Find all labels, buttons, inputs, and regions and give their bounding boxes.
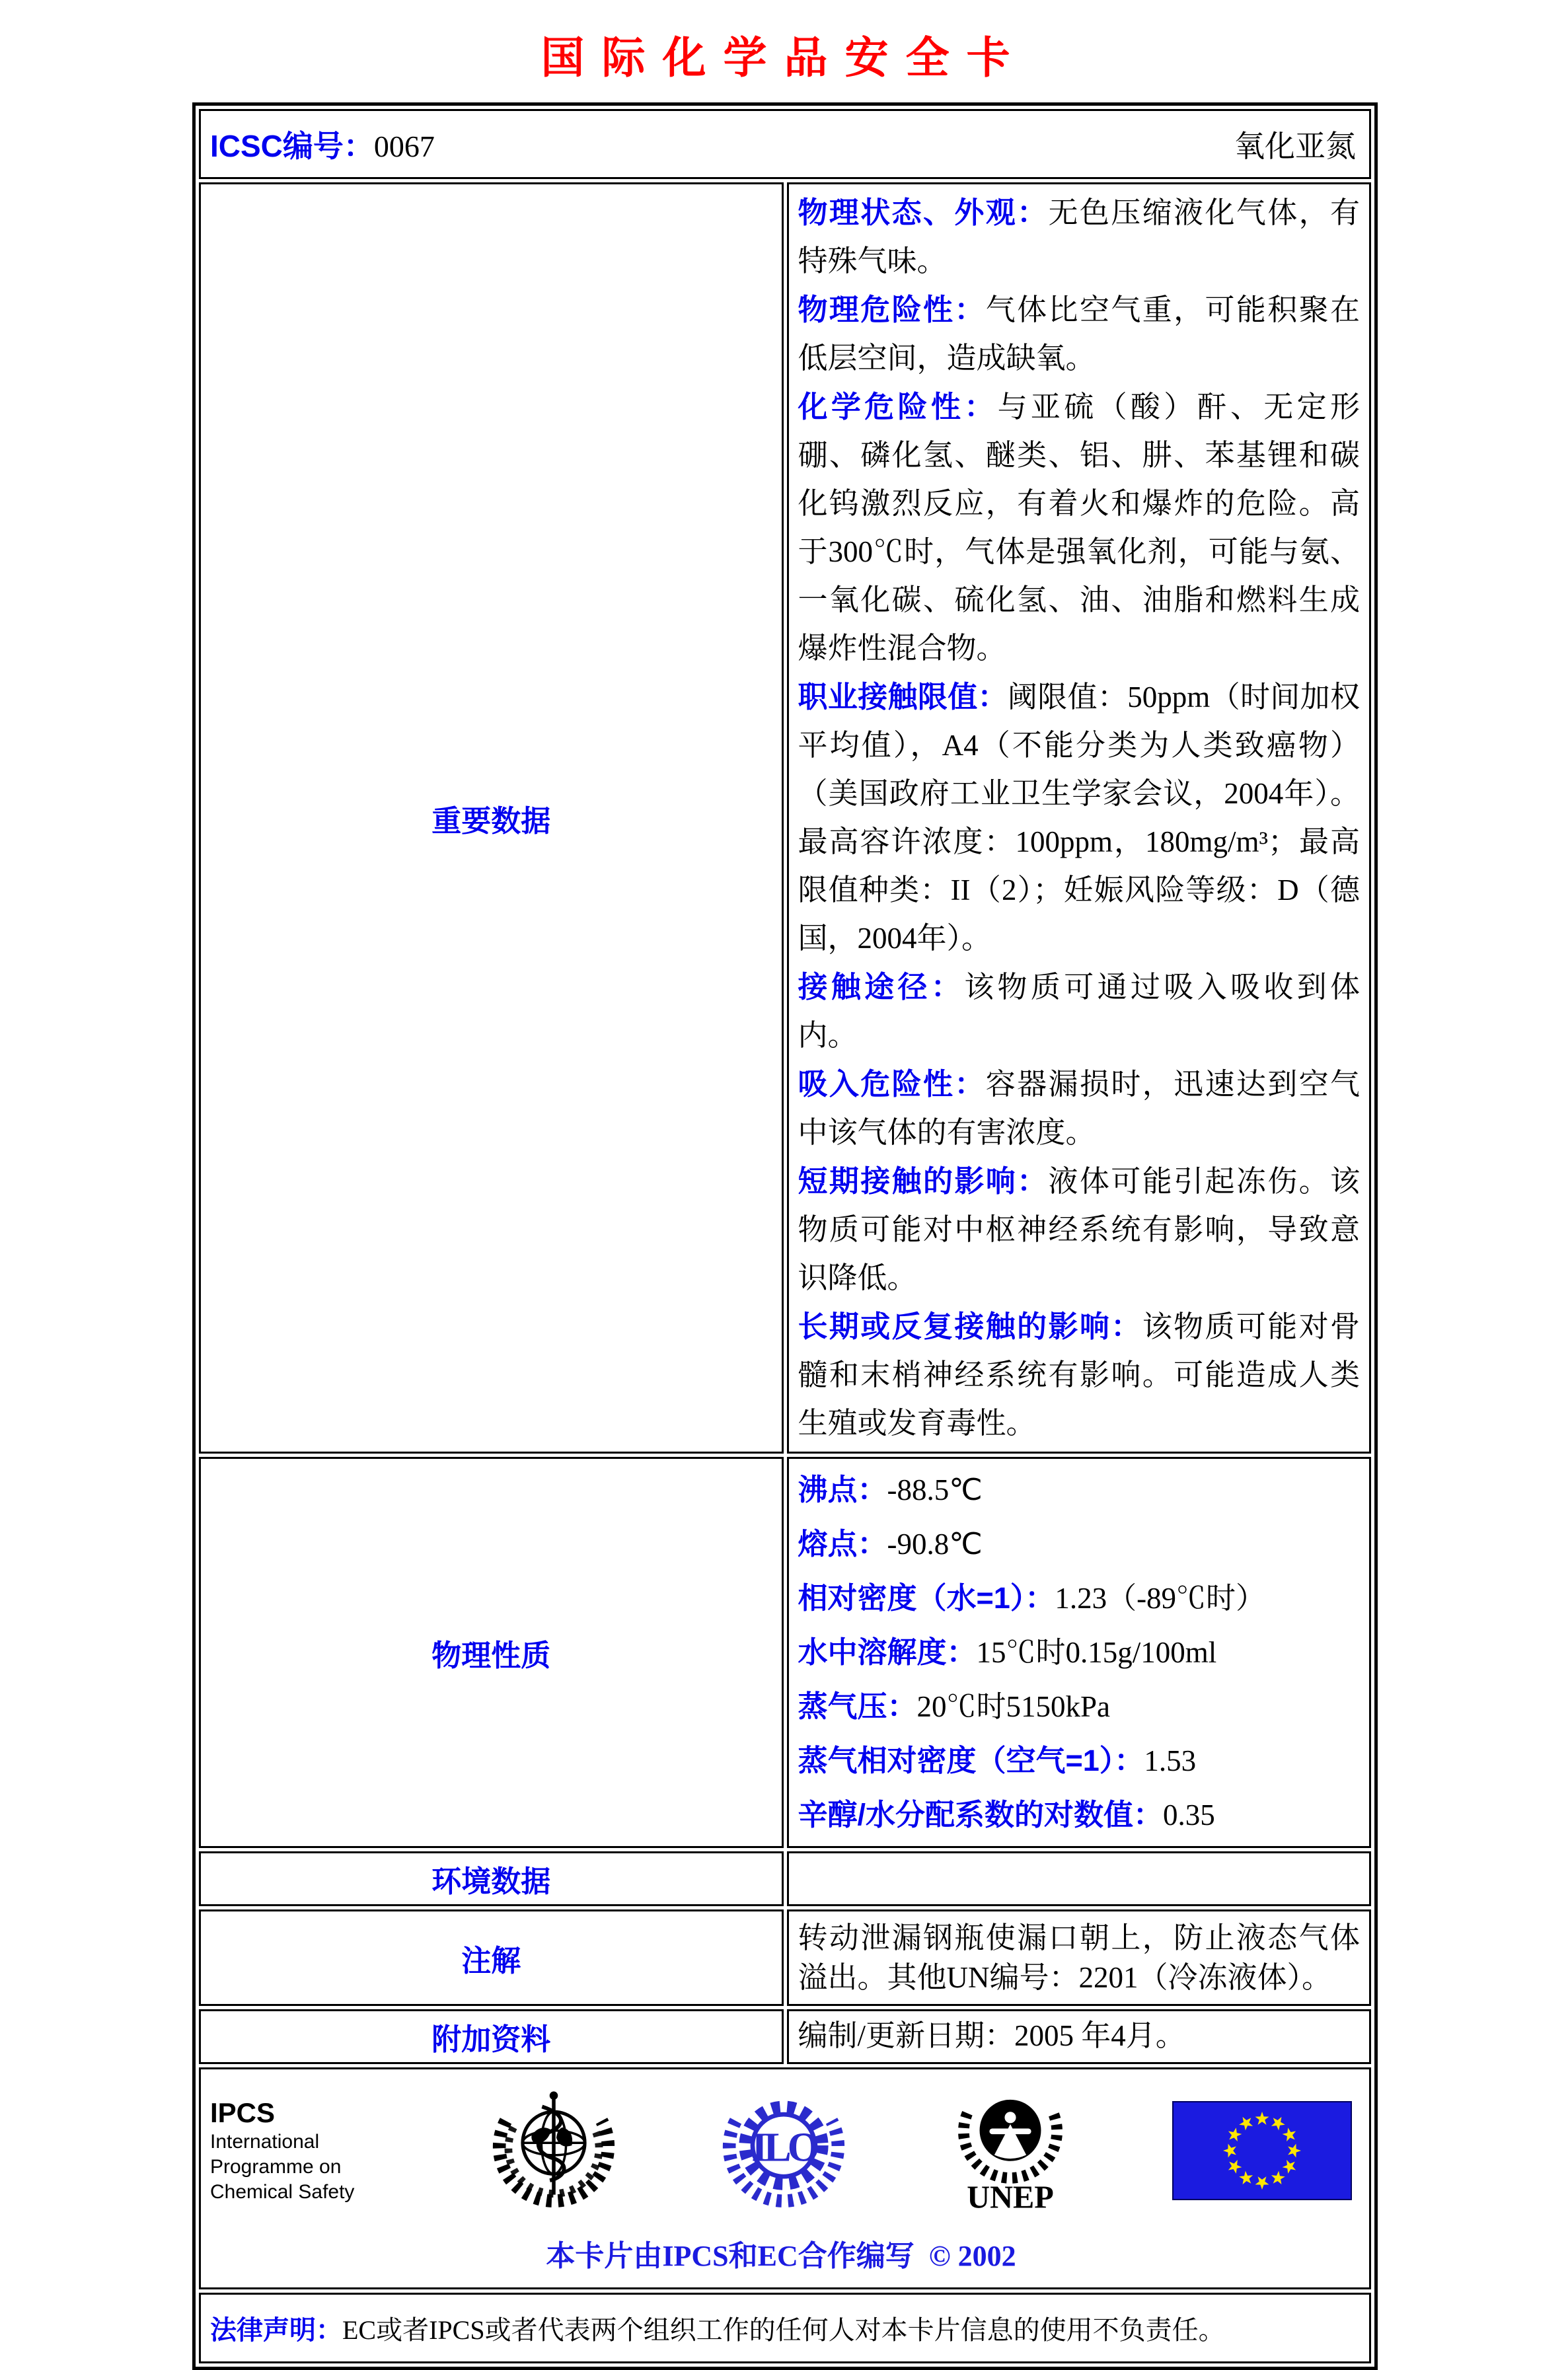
field-text: 无色压缩液化气体，有特殊气味。 (798, 196, 1360, 278)
data-item (798, 1680, 1361, 1734)
ipcs-title: IPCS (210, 2097, 276, 2128)
field-text: 该物质可能对骨髓和末梢神经系统有影响。可能造成人类生殖或发育毒性。 (798, 1310, 1360, 1440)
field-text: 气体比空气重，可能积聚在低层空间，造成缺氧。 (798, 293, 1360, 375)
unep-logo-icon (949, 2081, 1072, 2220)
field-label: 吸入危险性： (798, 1067, 986, 1101)
data-item (798, 383, 1361, 673)
ipcs-subtitle-line: Programme on (210, 2156, 342, 2178)
ipcs-footer-row (199, 2067, 1371, 2289)
section-content-environmental-data (787, 1851, 1372, 1906)
ilo-logo-icon (719, 2086, 848, 2215)
ipcs-text-block (210, 2096, 389, 2205)
data-item (798, 1060, 1361, 1157)
field-text: -90.8℃ (887, 1528, 983, 1561)
chemical-name: 氧化亚氮 (1234, 130, 1356, 163)
field-text: 20℃时5150kPa (916, 1690, 1111, 1723)
field-text: 0.35 (1163, 1798, 1215, 1832)
section-content-additional-info (787, 2009, 1372, 2064)
legal-label: 法律声明： (210, 2316, 342, 2345)
section-label-notes: 注解 (199, 1909, 784, 2006)
field-text: 液体可能引起冻伤。该物质可能对中枢神经系统有影响，导致意识降低。 (798, 1165, 1360, 1294)
field-label: 蒸气相对密度（空气=1）： (798, 1744, 1144, 1777)
field-label: 辛醇/水分配系数的对数值： (798, 1798, 1164, 1832)
ipcs-subtitle-line: Chemical Safety (210, 2181, 355, 2203)
data-item (798, 1157, 1361, 1302)
field-text: 15℃时0.15g/100ml (976, 1636, 1217, 1669)
data-item (798, 1463, 1361, 1517)
legal-notice-row (199, 2293, 1371, 2363)
section-label-important-data: 重要数据 (199, 182, 784, 1454)
field-text: 容器漏损时，迅速达到空气中该气体的有害浓度。 (798, 1068, 1360, 1149)
who-logo-icon (489, 2086, 618, 2215)
caption-text: 本卡片由IPCS和EC合作编写 (546, 2240, 915, 2272)
field-text: 1.23（-89℃时） (1055, 1582, 1266, 1615)
field-label: 物理状态、外观： (798, 196, 1049, 229)
field-label: 相对密度（水=1）： (798, 1581, 1055, 1615)
icsc-number-group (210, 122, 435, 166)
field-label: 化学危险性： (798, 390, 998, 424)
data-item (798, 673, 1361, 963)
field-label: 职业接触限值： (798, 680, 1008, 714)
data-item (798, 285, 1361, 383)
legal-text: EC或者IPCS或者代表两个组织工作的任何人对本卡片信息的使用不负责任。 (342, 2315, 1225, 2345)
field-label: 物理危险性： (798, 293, 986, 326)
icsc-number-label: ICSC编号： (210, 129, 374, 163)
icsc-card-table (192, 102, 1378, 2370)
field-text: -88.5℃ (887, 1473, 983, 1506)
icsc-number-value: 0067 (373, 130, 435, 163)
field-label: 蒸气压： (798, 1689, 917, 1723)
eu-flag-icon (1172, 2101, 1352, 2200)
field-label: 长期或反复接触的影响： (798, 1310, 1142, 1343)
data-item (798, 1625, 1361, 1680)
section-content-notes (787, 1909, 1372, 2006)
field-label: 沸点： (798, 1473, 887, 1506)
field-text: 阈限值：50ppm（时间加权平均值），A4（不能分类为人类致癌物）（美国政府工业卫生学家会议，2004年）。最高容许浓度：100ppm，180mg/m³；最高限值种类：II（2）；妊娠风险等级：D（德国，2004年）。 (798, 681, 1360, 955)
section-label-physical-properties: 物理性质 (199, 1457, 784, 1848)
data-item (798, 1302, 1361, 1448)
field-text: 1.53 (1144, 1744, 1197, 1777)
data-item (798, 1734, 1361, 1788)
data-item (798, 963, 1361, 1060)
field-text: 该物质可通过吸入吸收到体内。 (798, 971, 1360, 1052)
field-text: 编制/更新日期：2005 年4月。 (798, 2019, 1185, 2052)
data-item (798, 1517, 1361, 1571)
data-item (798, 2015, 1361, 2056)
data-item (798, 188, 1361, 285)
data-item (798, 1571, 1361, 1625)
field-label: 接触途径： (798, 970, 965, 1004)
field-text: 与亚硫（酸）酐、无定形硼、磷化氢、醚类、铝、肼、苯基锂和碳化钨激烈反应，有着火和爆炸的危险。高于300℃时，气体是强氧化剂，可能与氨、一氧化碳、硫化氢、油、油脂和燃料生成爆炸性混合物。 (798, 390, 1360, 665)
field-label: 短期接触的影响： (798, 1164, 1049, 1198)
section-label-additional-info: 附加资料 (199, 2009, 784, 2064)
section-content-important-data (787, 182, 1372, 1454)
svg-text:UNEP: UNEP (967, 2180, 1054, 2215)
card-header-row (199, 109, 1371, 179)
data-item (798, 1788, 1361, 1842)
field-label: 熔点： (798, 1527, 887, 1561)
section-label-environmental-data: 环境数据 (199, 1851, 784, 1906)
page-title: 国际化学品安全卡 (541, 33, 1027, 82)
field-text: 转动泄漏钢瓶使漏口朝上，防止液态气体溢出。其他UN编号：2201（冷冻液体）。 (798, 1921, 1360, 1994)
field-label: 水中溶解度： (798, 1635, 977, 1669)
section-content-physical-properties (787, 1457, 1372, 1848)
copyright-text: © 2002 (928, 2240, 1016, 2272)
data-item (798, 1915, 1361, 2000)
ipcs-ec-caption (210, 2232, 1352, 2274)
svg-text:ILO: ILO (751, 2124, 816, 2170)
ipcs-subtitle-line: International (210, 2131, 320, 2153)
